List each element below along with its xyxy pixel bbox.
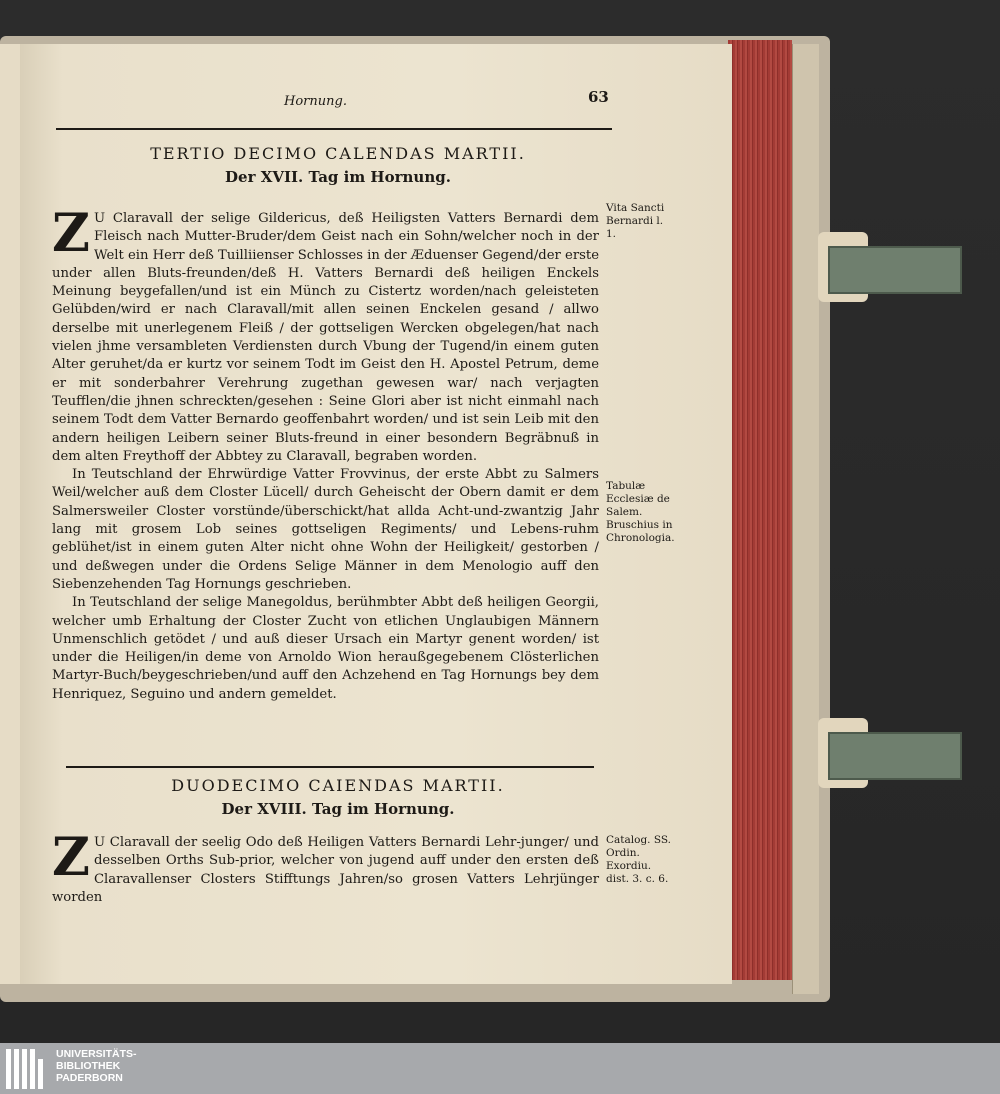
library-logo-icon: [6, 1049, 46, 1089]
paragraph-text: U Claravall der selige Gildericus, deß Heiligsten Vatters Bernardi dem Fleisch nach Mutter-Bruder/dem Geist nach ein Sohn/welcher noch in der Welt ein Herr deß Tuilliienser Schlosses in der Æduenser Gegend/der erste under allen Bluts-freunden/deß H. Vatters Bernardi deß heiligen Enckels Meinung beygefallen/und ist ein Münch zu Cistertz worden/nach geleisteten Gelübden/wird er nach Claravall/mit allen seinen Enckelen gesand / allwo derselbe mit unerlegenem Fleiß / der gottseligen Wercken obgelegen/hat nach vielen jhme versambleten Verdiensten durch Vbung der Tugend/in einem guten Alter geruhet/da er kurtz vor seinem Todt im Geist den H. Apostel Petrum, deme er mit sonderbahrer Verehrung zugethan gewesen war/ nach verjagten Teufflen/die jhnen schreckten/gesehen : Seine Glori aber ist nicht einmahl nach seinem Todt dem Vatter Bernardo geoffenbahrt worden/ und ist sein Leib mit den andern heiligen Leibern seiner Bluts-freund in einer besondern Begräbnuß in dem alten Freythoff der Abbtey zu Claravall, begraben worden.: [52, 211, 599, 464]
section1-latin-heading: TERTIO DECIMO CALENDAS MARTII.: [150, 144, 526, 163]
section1-german-heading: Der XVII. Tag im Hornung.: [225, 168, 451, 186]
clasp-metal-icon: [828, 246, 962, 294]
library-footer: [0, 1043, 1000, 1094]
header-rule: [56, 128, 612, 130]
library-name-line: BIBLIOTHEK: [56, 1060, 121, 1072]
paragraph-text: U Claravall der seelig Odo deß Heiligen Vatters Bernardi Lehr-junger/ und desselben Orths Sub-prior, welcher von jugend auff under den ersten deß Claravallenser Closters Stifftungs Jahren/so grosen Vatters Lehrjünger worden: [52, 835, 599, 905]
section1-paragraph-3: In Teutschland der selige Manegoldus, berühmbter Abbt deß heiligen Georgii, welcher umb Erhaltung der Closter Zucht von etlichen Unglaubigen Männern Unmenschlich getödet / und auß dieser Ursach ein Martyr genent worden/ ist under die Heiligen/in deme von Arnoldo Wion heraußgegebenem Clösterlichen Martyr-Buch/beygeschrieben/und auff den Achzehend en Tag Hornungs bey dem Henriquez, Seguino und andern gemeldet.: [52, 595, 599, 702]
section2-latin-heading: DUODECIMO CAIENDAS MARTII.: [171, 776, 505, 795]
section1-body: [52, 203, 599, 704]
running-head: Hornung.: [284, 94, 347, 109]
marginal-note-3: Catalog. SS. Ordin. Exordiu. dist. 3. c. 6.: [606, 834, 672, 885]
lower-clasp: [818, 718, 958, 788]
dropcap: Z: [52, 827, 90, 888]
section2-body: [52, 827, 599, 907]
page-block-red-edge: [728, 40, 792, 980]
clasp-metal-icon: [828, 732, 962, 780]
library-name-line: UNIVERSITÄTS-: [56, 1048, 137, 1060]
section1-paragraph-1: [52, 203, 599, 466]
section2-paragraph-1: [52, 827, 599, 907]
library-name: [56, 1048, 137, 1084]
library-name-line: PADERBORN: [56, 1072, 123, 1084]
section-divider: [66, 766, 594, 768]
section1-paragraph-2: In Teutschland der Ehrwürdige Vatter Frovvinus, der erste Abbt zu Salmers Weil/welcher auß dem Closter Lücell/ durch Geheischt der Obern damit er dem Salmersweiler Closter vorstünde/überschickt/hat allda Acht-und-zwantzig Jahr lang mit grosem Lob seines gottseligen Regiments/ und Lebens-ruhm geblühet/ist in einem guten Alter nicht ohne Wohn der Heiligkeit/ gestorben / und deßwegen under die Ordens Selige Männer in dem Menologio auff den Siebenzehenden Tag Hornungs geschrieben.: [52, 467, 599, 592]
dropcap: Z: [52, 203, 90, 264]
page-number: 63: [588, 88, 609, 106]
book-page: [20, 44, 732, 984]
marginal-note-2: Tabulæ Ecclesiæ de Salem. Bruschius in Chronologia.: [606, 480, 675, 544]
cover-board-edge: [792, 44, 819, 994]
section2-german-heading: Der XVIII. Tag im Hornung.: [221, 800, 455, 818]
marginal-note-1: Vita Sancti Bernardi l. 1.: [606, 202, 665, 240]
upper-clasp: [818, 232, 958, 302]
